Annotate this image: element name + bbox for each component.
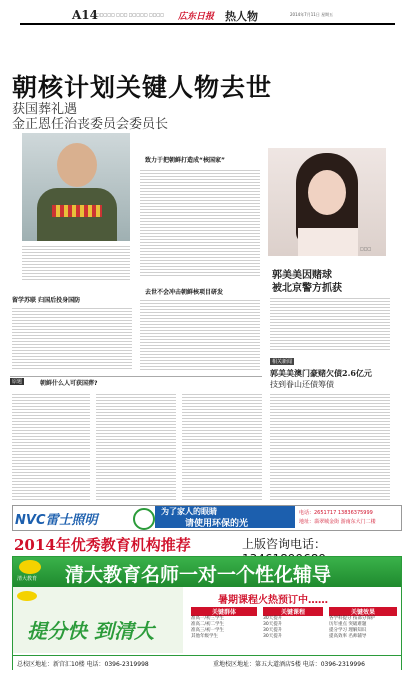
nvc-slogan-1: 为了家人的眼睛 — [161, 507, 217, 516]
section-bar-2: 朝鲜什么人可获国葬? — [40, 380, 98, 387]
col1-title: 关键群体 — [191, 607, 257, 616]
col-group — [191, 607, 257, 640]
section-tag: 原题 — [12, 379, 23, 385]
article-text-bottom-3 — [182, 392, 262, 500]
col-course — [263, 607, 323, 640]
col2-title: 关键课程 — [263, 607, 323, 616]
qingda-footer-right: 重地校区地址：第五大道酒店5楼 电话：0396-2319996 — [213, 661, 365, 668]
side-title-2: 去世不会冲击朝鲜核项目研发 — [145, 289, 224, 296]
newspaper-logo: 広东日报 — [178, 12, 215, 22]
qingda-slogan-panel — [13, 587, 183, 653]
eco-badge-icon — [133, 508, 155, 530]
article-text-bottom-2 — [96, 392, 176, 500]
right-text-1 — [270, 296, 390, 352]
article-text-bottom-1 — [12, 392, 90, 500]
nvc-address: 地址：翡翠城金街 游南东大门二楼 — [299, 519, 376, 525]
woman-photo — [268, 148, 386, 256]
education-phone: 上版咨询电话： — [242, 537, 327, 551]
section-bar-1: 留学苏联 归国后投身国防 — [12, 297, 81, 304]
portrait-photo — [22, 133, 130, 241]
nvc-slogan-box — [155, 506, 295, 528]
col1-item: 准高三/初一学生 — [191, 628, 225, 633]
col-effect — [329, 607, 397, 640]
col2-item: 30天提升 — [263, 628, 283, 633]
col2-item: 30天提升 — [263, 622, 283, 627]
col1-item: 准高二/初二学生 — [191, 622, 225, 627]
header-date: 2014年7月11日 星期五 — [290, 12, 334, 17]
right-headline-1: 郭美美因赌球 — [272, 270, 332, 281]
right-headline-2: 被北京警方抓获 — [272, 283, 342, 294]
ad-nvc[interactable] — [12, 505, 402, 531]
header-meta: □□□□□ □□□ □□□□□ □□□□ — [96, 12, 165, 17]
section-bar-row — [10, 376, 262, 387]
qingda-logo-icon — [19, 560, 41, 574]
face-shape-2 — [308, 170, 346, 215]
qingda-footer-left: 总校区地址：新宫汇10楼 电话：0396-2319998 — [17, 661, 149, 668]
col3-item: 历年重点 突破难题 — [329, 622, 367, 627]
related-tag: 相关新闻 — [272, 359, 293, 365]
side-title-1: 致力于把朝鲜打造成“核国家” — [145, 157, 225, 164]
qingda-footer — [13, 655, 401, 670]
nvc-contact: 电话：2651717 13836375999 — [299, 510, 373, 516]
article-text-col2-b — [140, 298, 260, 370]
photo-credit: □□□ — [360, 246, 372, 251]
col3-item: 提分学习 理解知识 — [329, 628, 367, 633]
nvc-logo: NVC雷士照明 — [15, 513, 98, 528]
col2-item: 30天提升 — [263, 616, 283, 621]
right-text-2 — [270, 392, 390, 500]
face-shape — [57, 143, 97, 187]
col1-item: 其他年级学生 — [191, 634, 218, 639]
qingda-title: 清大教育名师一对一个性化辅导 — [65, 564, 332, 586]
article-text-col1 — [12, 306, 132, 370]
header-rule — [20, 23, 395, 25]
qingda-promo: 暑期课程火热预订中…… — [218, 595, 328, 606]
article-text-col2-a — [140, 168, 260, 278]
qingda-logo: 清大教育 — [17, 576, 38, 582]
education-title: 2014年优秀教育机构推荐 — [14, 536, 191, 554]
col3-item: 各学科提分 按部分保护 — [329, 616, 376, 621]
qingda-header — [13, 557, 401, 587]
page-header — [0, 0, 415, 50]
col3-title: 关键效果 — [329, 607, 397, 616]
subhead-2: 金正恩任治丧委员会委员长 — [12, 117, 169, 132]
section-name: 热人物 — [225, 10, 258, 23]
qingda-slogan: 提分快 到清大 — [27, 619, 154, 643]
ad-education-banner — [12, 532, 400, 554]
nvc-slogan-2: 请使用环保的光 — [185, 519, 249, 529]
page-label: A14 — [72, 8, 99, 22]
main-headline: 朝核计划关键人物去世 — [12, 73, 273, 102]
shoulders-shape — [298, 228, 358, 256]
qingda-small-logo-icon — [17, 591, 37, 601]
col1-item: 准高一/初三学生 — [191, 616, 225, 621]
subhead-1: 获国葬礼遇 — [12, 102, 78, 117]
ad-qingda[interactable] — [12, 556, 402, 670]
right-headline-3: 郭美美澳门豪赌欠债2.6亿元 — [270, 368, 372, 378]
photo-caption — [22, 244, 130, 282]
col3-item: 提高效率 名师辅导 — [329, 634, 367, 639]
right-headline-4: 技到眷山还债筹债 — [270, 380, 334, 389]
col2-item: 30天提升 — [263, 634, 283, 639]
medals — [52, 205, 102, 217]
